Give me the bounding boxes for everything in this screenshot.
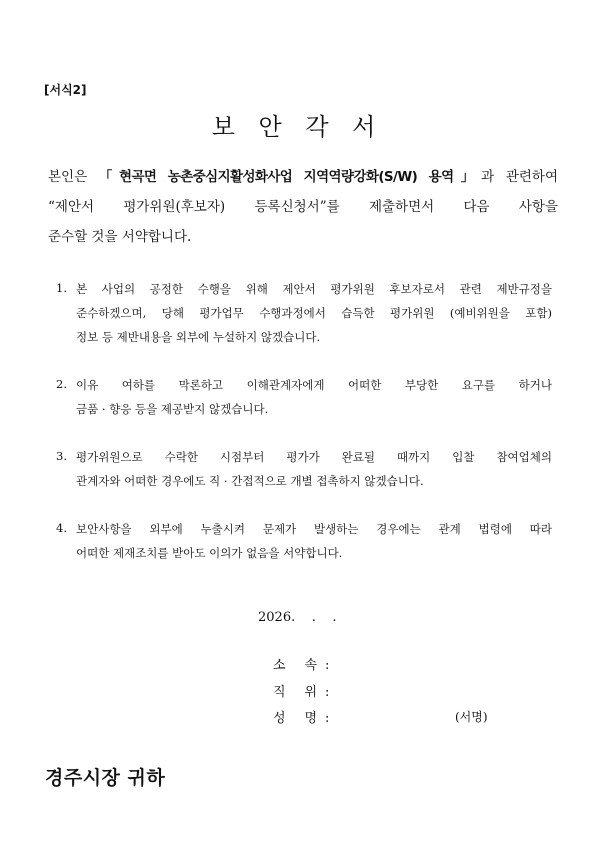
pledge-line: 관계자와 어떠한 경우에도 직 · 간접적으로 개별 접촉하지 않겠습니다. bbox=[76, 474, 424, 488]
name-colon: : bbox=[325, 711, 330, 726]
addressee: 경주시장 귀하 bbox=[45, 767, 166, 789]
intro-line-3: 준수할 것을 서약합니다. bbox=[48, 229, 192, 245]
affiliation-colon: : bbox=[325, 658, 330, 673]
signing-date: 2026. . . bbox=[258, 610, 337, 625]
pledge-line: 이유 여하를 막론하고 이해관계자에게 어떠한 부당한 요구를 하거나 bbox=[76, 378, 552, 392]
document-title: 보 안 각 서 bbox=[211, 113, 384, 141]
pledge-number: 2. bbox=[56, 377, 67, 391]
name-label: 성 명 bbox=[273, 711, 317, 726]
affiliation-label: 소 속 bbox=[273, 658, 317, 673]
intro-line-1 bbox=[48, 165, 558, 195]
intro-prefix: 본인은 bbox=[48, 169, 99, 185]
pledge-number: 1. bbox=[56, 281, 67, 295]
intro-line-2: “제안서 평가위원(후보자) 등록신청서”를 제출하면서 다음 사항을 bbox=[48, 199, 558, 215]
position-colon: : bbox=[325, 685, 330, 700]
pledge-list bbox=[52, 281, 552, 569]
position-label: 직 위 bbox=[273, 685, 317, 700]
pledge-line: 금품 · 향응 등을 제공받지 않겠습니다. bbox=[76, 402, 269, 416]
pledge-line: 평가위원으로 수락한 시점부터 평가가 완료될 때까지 입찰 참여업체의 bbox=[76, 450, 552, 464]
pledge-item-3 bbox=[52, 449, 552, 497]
pledge-line: 보안사항을 외부에 누출시켜 문제가 발생하는 경우에는 관계 법령에 따라 bbox=[76, 522, 552, 536]
pledge-line: 본 사업의 공정한 수행을 위해 제안서 평가위원 후보자로서 관련 제반규정을 bbox=[76, 282, 552, 296]
pledge-item-4 bbox=[52, 521, 552, 569]
pledge-item-2 bbox=[52, 377, 552, 425]
signature-mark: (서명) bbox=[455, 710, 488, 724]
affiliation-row bbox=[273, 654, 329, 673]
position-row bbox=[273, 681, 329, 700]
form-number: [서식2] bbox=[44, 83, 87, 97]
pledge-number: 3. bbox=[56, 449, 67, 463]
pledge-line: 준수하겠으며, 당해 평가업무 수행과정에서 습득한 평가위원 (예비위원을 포함) bbox=[76, 306, 552, 320]
intro-after-project: 과 관련하여 bbox=[481, 169, 559, 185]
pledge-item-1 bbox=[52, 281, 552, 353]
intro-paragraph bbox=[48, 165, 558, 255]
project-name: 「현곡면 농촌중심지활성화사업 지역역량강화(S/W) 용역」 bbox=[98, 169, 482, 185]
pledge-line: 정보 등 제반내용을 외부에 누설하지 않겠습니다. bbox=[76, 330, 321, 344]
pledge-number: 4. bbox=[56, 521, 67, 535]
pledge-line: 어떠한 제재조치를 받아도 이의가 없음을 서약합니다. bbox=[76, 546, 343, 560]
name-row bbox=[273, 707, 329, 726]
